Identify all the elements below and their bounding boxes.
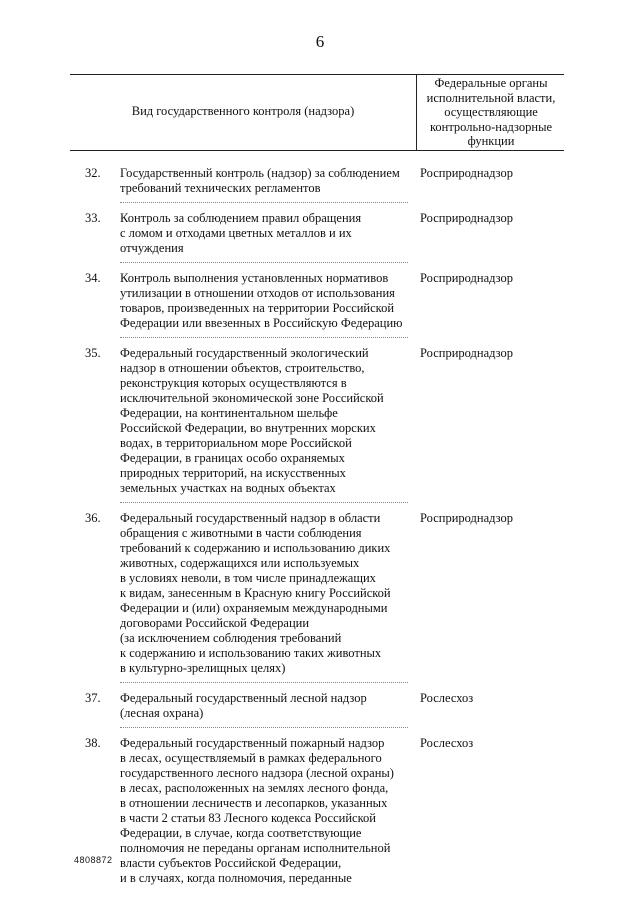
header-bottom-rule	[70, 150, 564, 151]
row-agency: Росприроднадзор	[420, 211, 513, 225]
row-number: 34.	[85, 271, 101, 285]
table-row	[0, 211, 640, 256]
document-code: 4808872	[74, 855, 113, 865]
row-separator	[120, 337, 408, 338]
row-description: Контроль за соблюдением правил обращения с ломом и отходами цветных металлов и их отчуждения	[120, 211, 362, 255]
row-description: Федеральный государственный надзор в области обращения с животными в части соблюдения требований к содержанию и использованию диких животных, содержащихся или используемых в условиях неволи, в том числе принадлежащих к видам, занесенным в Красную книгу Российской Федерации и (или) охраняемым международными договорами Российской Федерации (за исключением соблюдения требований к содержанию и использованию таких животных в культурно-зрелищных целях)	[120, 511, 391, 675]
row-number: 33.	[85, 211, 101, 225]
row-number: 38.	[85, 736, 101, 750]
row-agency: Росприроднадзор	[420, 511, 513, 525]
row-number: 35.	[85, 346, 101, 360]
header-right-title: Федеральные органы исполнительной власти, осуществляющие контрольно-надзорные функции	[426, 76, 556, 148]
row-description: Федеральный государственный пожарный надзор в лесах, осуществляемый в рамках федерального государственного лесного надзора (лесной охраны) в лесах, расположенных на землях лесного фонда, в отношении лесничеств и лесопарков, указанных в части 2 статьи 83 Лесного кодекса Российской Федерации, в случае, когда соответствующие полномочия не переданы органам исполнительной власти субъектов Российской Федерации, и в случаях, когда полномочия, переданные	[120, 736, 394, 885]
header-column-divider	[416, 74, 417, 150]
table-row	[0, 346, 640, 496]
row-agency: Росприроднадзор	[420, 271, 513, 285]
header-left-title: Вид государственного контроля (надзора)	[131, 104, 355, 118]
row-description: Федеральный государственный лесной надзор (лесная охрана)	[120, 691, 367, 720]
row-separator	[120, 262, 408, 263]
table-row	[0, 166, 640, 196]
row-description: Государственный контроль (надзор) за соблюдением требований технических регламентов	[120, 166, 400, 195]
row-agency: Росприроднадзор	[420, 346, 513, 360]
table-row	[0, 271, 640, 331]
row-separator	[120, 727, 408, 728]
row-number: 36.	[85, 511, 101, 525]
row-description: Федеральный государственный экологический надзор в отношении объектов, строительство, реконструкция которых осуществляются в исключительной экономической зоне Российской Федерации, на континентальном шельфе Российской Федерации, во внутренних морских водах, в территориальном море Российской Федерации, в границах особо охраняемых природных территорий, на искусственных земельных участках на водных объектах	[120, 346, 384, 495]
table-row	[0, 691, 640, 721]
row-separator	[120, 682, 408, 683]
row-number: 32.	[85, 166, 101, 180]
row-separator	[120, 202, 408, 203]
table-body	[0, 166, 640, 886]
row-separator	[120, 502, 408, 503]
page-number: 6	[315, 32, 325, 51]
row-agency: Рослесхоз	[420, 736, 474, 750]
table-row	[0, 511, 640, 676]
row-agency: Росприроднадзор	[420, 166, 513, 180]
table-top-rule	[70, 74, 564, 75]
row-agency: Рослесхоз	[420, 691, 474, 705]
row-number: 37.	[85, 691, 101, 705]
row-description: Контроль выполнения установленных нормативов утилизации в отношении отходов от использования товаров, произведенных на территории Российской Федерации или ввезенных в Российскую Федерацию	[120, 271, 403, 330]
